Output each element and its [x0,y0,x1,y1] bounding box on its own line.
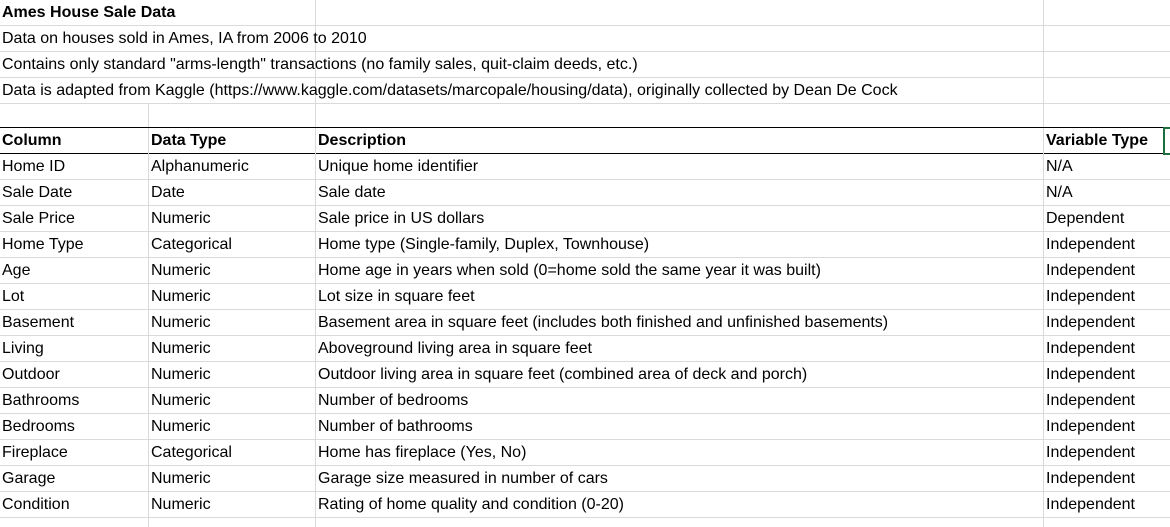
table-row [0,180,1170,206]
cell-column[interactable]: Living [0,336,148,362]
cell-column[interactable]: Bathrooms [0,388,148,414]
table-row [0,310,1170,336]
sheet-title[interactable]: Ames House Sale Data [0,0,1170,26]
cell-variable-type[interactable]: Independent [1044,388,1170,414]
cell-data-type[interactable]: Categorical [149,440,315,466]
table-row [0,284,1170,310]
note-cell[interactable]: Data is adapted from Kaggle (https://www.kaggle.com/datasets/marcopale/housing/data), originally collected by Dean De Cock [0,78,1170,104]
table-row [0,440,1170,466]
header-description[interactable]: Description [316,128,1043,154]
table-row [0,154,1170,180]
cell-variable-type[interactable]: N/A [1044,154,1170,180]
cell-description[interactable]: Sale date [316,180,1043,206]
cell-variable-type[interactable]: Independent [1044,336,1170,362]
cell-data-type[interactable]: Numeric [149,284,315,310]
table-row [0,258,1170,284]
cell-description[interactable]: Rating of home quality and condition (0-20) [316,492,1043,518]
cell-data-type[interactable]: Numeric [149,310,315,336]
cell-variable-type[interactable]: Independent [1044,232,1170,258]
cell-column[interactable]: Outdoor [0,362,148,388]
table-row [0,414,1170,440]
cell-data-type[interactable]: Numeric [149,206,315,232]
note-cell[interactable]: Contains only standard "arms-length" transactions (no family sales, quit-claim deeds, etc.) [0,52,1170,78]
cell-column[interactable]: Bedrooms [0,414,148,440]
empty-cell[interactable] [0,104,1170,129]
cell-variable-type[interactable]: Independent [1044,362,1170,388]
cell-description[interactable]: Garage size measured in number of cars [316,466,1043,492]
table-row [0,492,1170,518]
table-row [0,232,1170,258]
cell-description[interactable]: Number of bathrooms [316,414,1043,440]
cell-data-type[interactable]: Numeric [149,466,315,492]
note-cell[interactable]: Data on houses sold in Ames, IA from 2006 to 2010 [0,26,1170,52]
cell-description[interactable]: Home has fireplace (Yes, No) [316,440,1043,466]
cell-variable-type[interactable]: Independent [1044,466,1170,492]
cell-description[interactable]: Lot size in square feet [316,284,1043,310]
cell-data-type[interactable]: Numeric [149,388,315,414]
cell-data-type[interactable]: Numeric [149,414,315,440]
cell-description[interactable]: Unique home identifier [316,154,1043,180]
cell-column[interactable]: Basement [0,310,148,336]
cell-column[interactable]: Condition [0,492,148,518]
selected-cell-indicator [1163,127,1170,155]
title-row [0,0,1170,26]
cell-data-type[interactable]: Numeric [149,362,315,388]
cell-variable-type[interactable]: Independent [1044,258,1170,284]
cell-variable-type[interactable]: Independent [1044,310,1170,336]
cell-column[interactable]: Home ID [0,154,148,180]
note-row [0,78,1170,104]
cell-column[interactable]: Lot [0,284,148,310]
cell-column[interactable]: Garage [0,466,148,492]
cell-variable-type[interactable]: Dependent [1044,206,1170,232]
cell-column[interactable]: Age [0,258,148,284]
cell-description[interactable]: Home age in years when sold (0=home sold the same year it was built) [316,258,1043,284]
cell-description[interactable]: Home type (Single-family, Duplex, Townhouse) [316,232,1043,258]
cell-variable-type[interactable]: Independent [1044,284,1170,310]
cell-description[interactable]: Aboveground living area in square feet [316,336,1043,362]
cell-data-type[interactable]: Categorical [149,232,315,258]
cell-description[interactable]: Outdoor living area in square feet (combined area of deck and porch) [316,362,1043,388]
cell-column[interactable]: Home Type [0,232,148,258]
cell-variable-type[interactable]: Independent [1044,492,1170,518]
table-row [0,466,1170,492]
table-row [0,362,1170,388]
cell-column[interactable]: Fireplace [0,440,148,466]
header-column[interactable]: Column [0,128,148,154]
cell-variable-type[interactable]: Independent [1044,414,1170,440]
cell-column[interactable]: Sale Price [0,206,148,232]
cell-data-type[interactable]: Numeric [149,492,315,518]
table-row [0,336,1170,362]
table-row [0,206,1170,232]
cell-data-type[interactable]: Numeric [149,258,315,284]
note-row [0,26,1170,52]
table-row [0,388,1170,414]
header-data-type[interactable]: Data Type [149,128,315,154]
cell-variable-type[interactable]: N/A [1044,180,1170,206]
cell-description[interactable]: Sale price in US dollars [316,206,1043,232]
cell-description[interactable]: Number of bedrooms [316,388,1043,414]
cell-column[interactable]: Sale Date [0,180,148,206]
cell-data-type[interactable]: Numeric [149,336,315,362]
cell-variable-type[interactable]: Independent [1044,440,1170,466]
cell-data-type[interactable]: Alphanumeric [149,154,315,180]
header-row [0,128,1170,154]
cell-data-type[interactable]: Date [149,180,315,206]
note-row [0,52,1170,78]
header-variable-type[interactable]: Variable Type [1044,128,1170,154]
cell-description[interactable]: Basement area in square feet (includes both finished and unfinished basements) [316,310,1043,336]
